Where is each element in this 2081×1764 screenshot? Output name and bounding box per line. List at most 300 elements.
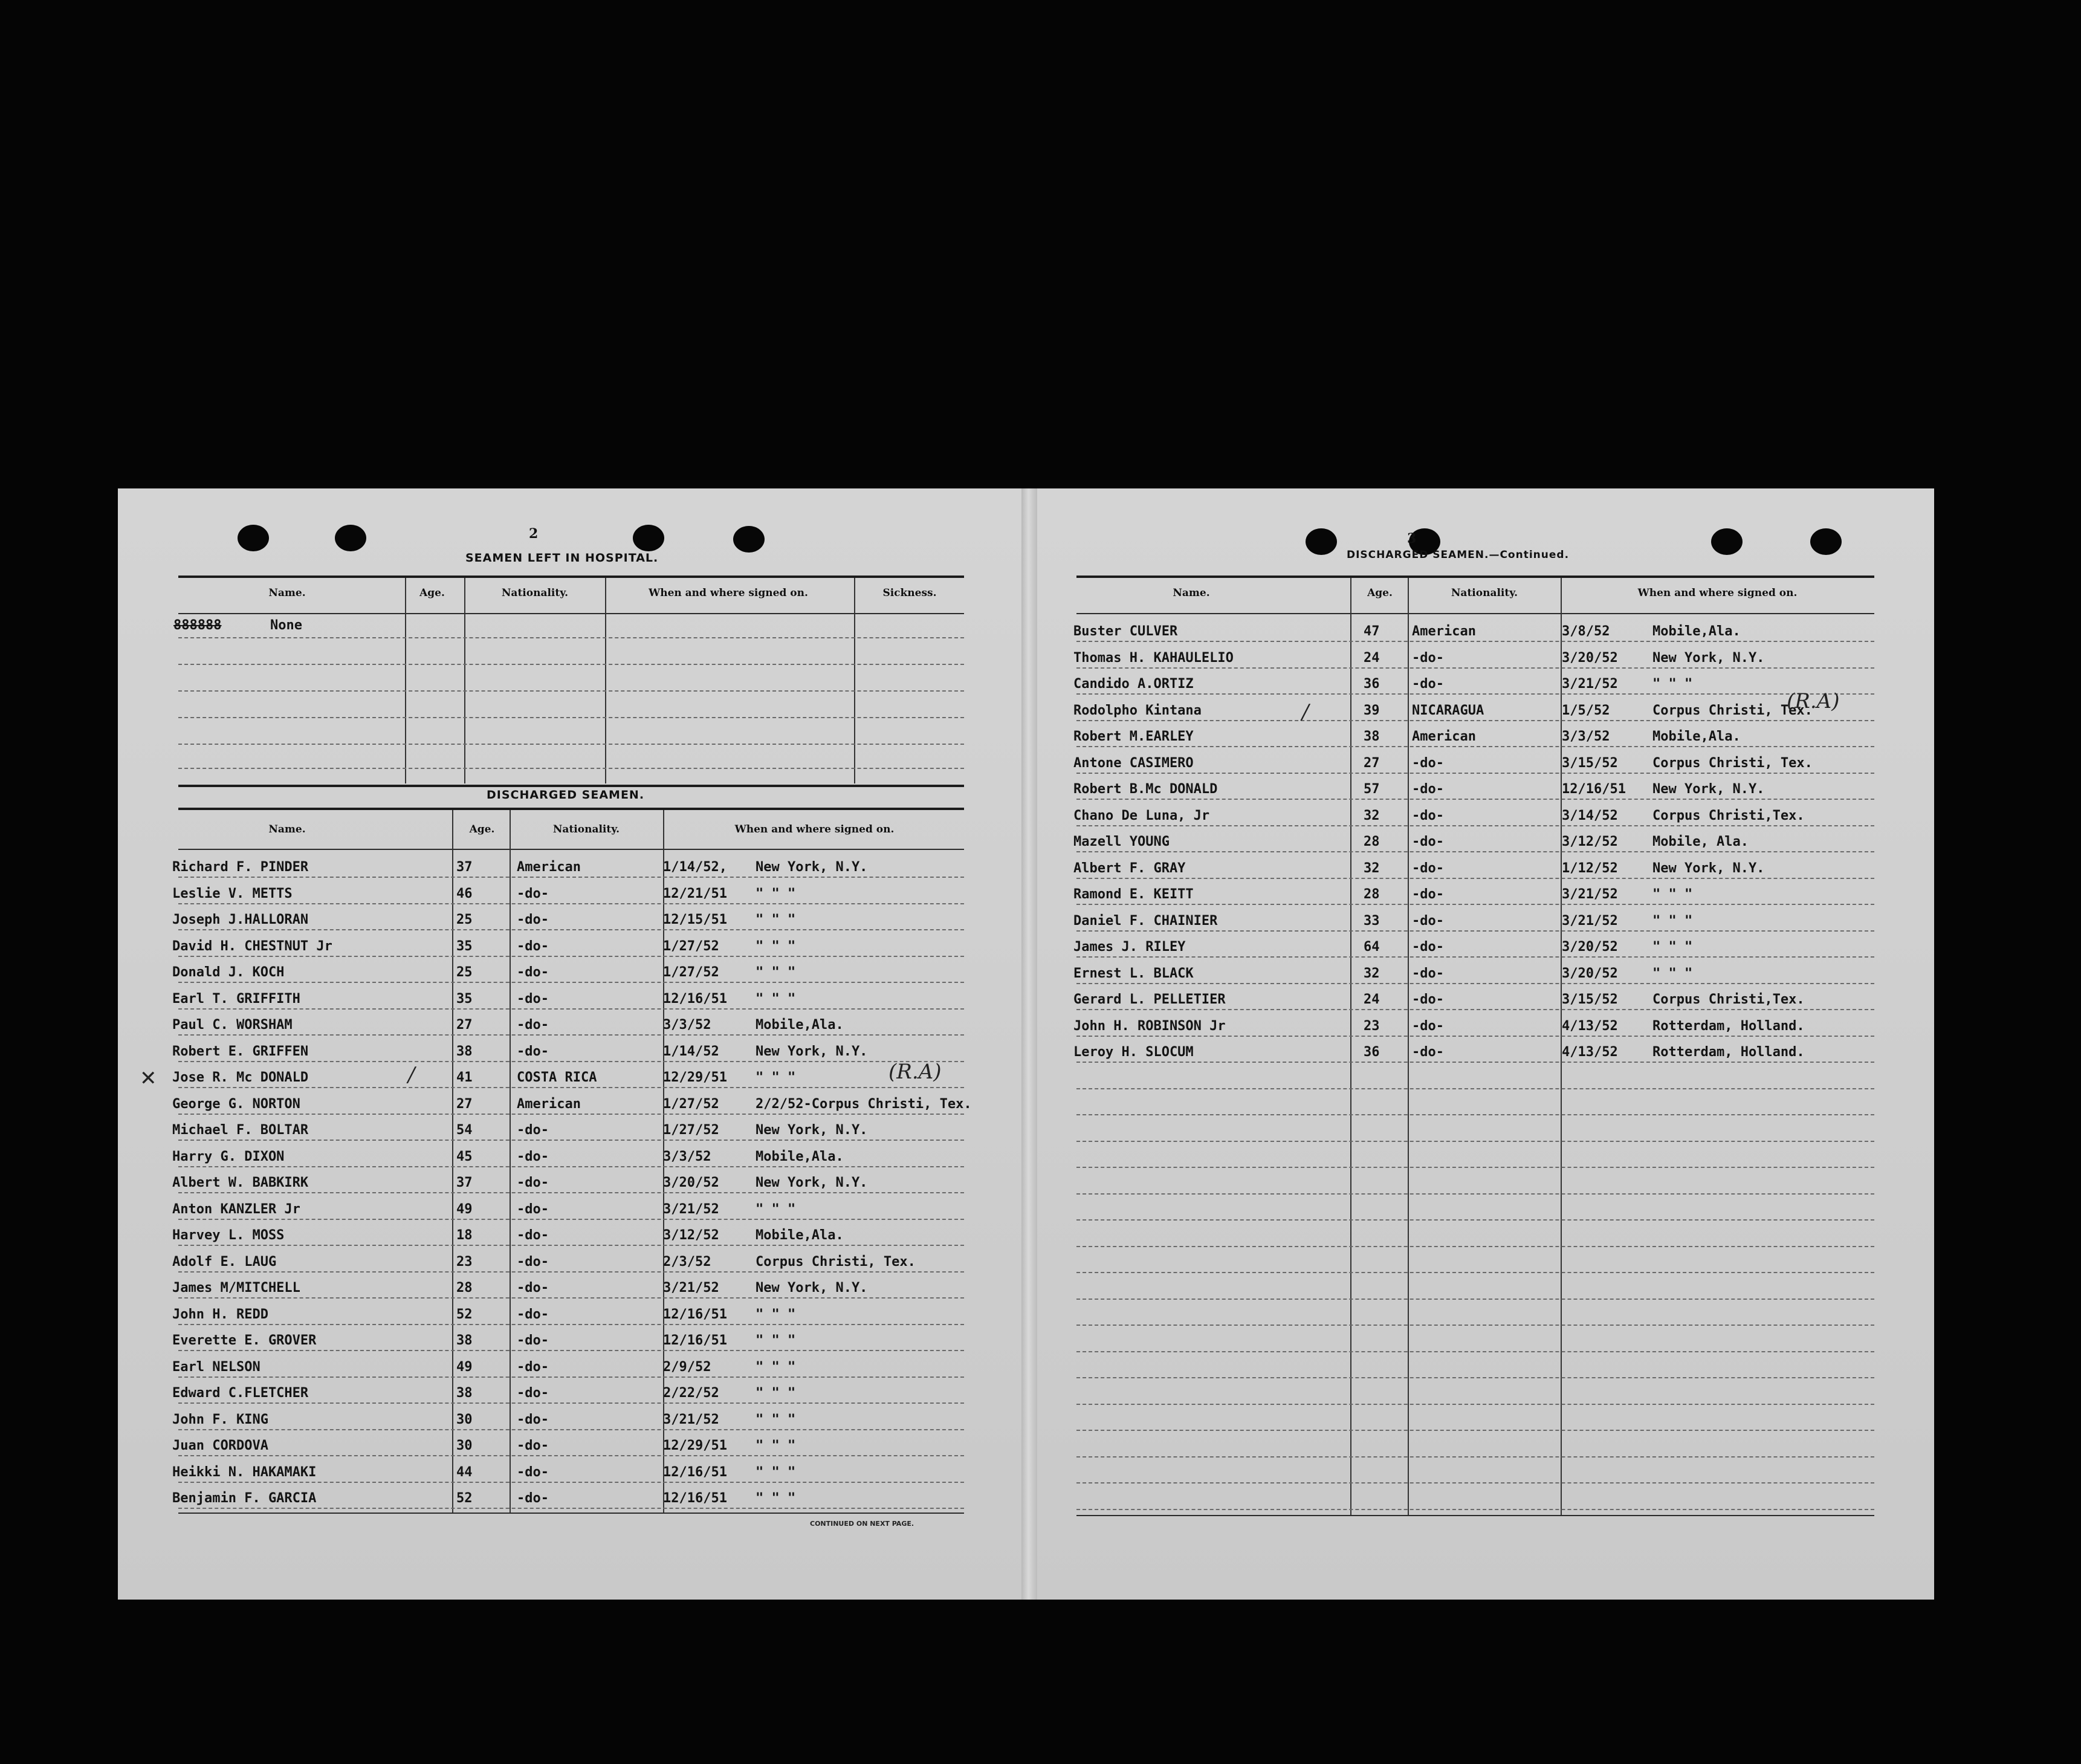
seaman-nationality: -do- (517, 1491, 549, 1506)
signed-date: 3/20/52 (663, 1175, 719, 1190)
seaman-age: 52 (456, 1491, 473, 1506)
seaman-nationality: American (1412, 624, 1476, 639)
seaman-name: Rodolpho Kintana (1073, 702, 1202, 718)
seaman-nationality: -do- (517, 1043, 549, 1059)
seaman-name: Antone CASIMERO (1073, 755, 1194, 771)
hospital-entry: None (270, 618, 302, 633)
signed-place: " " " (756, 965, 796, 980)
right-page (1037, 488, 1934, 1600)
seaman-nationality: -do- (1412, 887, 1444, 902)
signed-place: " " " (1652, 913, 1693, 929)
signed-place: " " " (756, 1491, 796, 1506)
seaman-nationality: -do- (1412, 676, 1444, 692)
seaman-nationality: NICARAGUA (1412, 702, 1484, 718)
seaman-age: 28 (1364, 887, 1380, 902)
signed-date: 3/3/52 (663, 1149, 711, 1164)
seaman-name: Thomas H. KAHAULELIO (1073, 650, 1234, 666)
signed-date: 1/14/52 (663, 1043, 719, 1059)
seaman-nationality: COSTA RICA (517, 1070, 597, 1085)
seaman-age: 25 (456, 912, 473, 927)
dashed-line (178, 1114, 964, 1115)
seaman-name: Robert E. GRIFFEN (172, 1043, 309, 1059)
dashed-line (1076, 1482, 1874, 1484)
left-page (118, 488, 1021, 1600)
seaman-nationality: -do- (517, 1359, 549, 1375)
signed-place: " " " (756, 1464, 796, 1480)
seaman-nationality: -do- (1412, 939, 1444, 955)
hospital-title: SEAMEN LEFT IN HOSPITAL. (465, 551, 659, 565)
dashed-line (1076, 1193, 1874, 1195)
dashed-line (1076, 930, 1874, 932)
seaman-age: 24 (1364, 650, 1380, 666)
signed-date: 3/21/52 (1562, 913, 1618, 929)
signed-place: Mobile,Ala. (756, 1228, 844, 1243)
seaman-age: 64 (1364, 939, 1380, 955)
rule (178, 849, 964, 850)
signed-date: 4/13/52 (1562, 1045, 1618, 1060)
dashed-line (178, 1402, 964, 1404)
seaman-age: 39 (1364, 702, 1380, 718)
signed-date: 3/3/52 (1562, 729, 1610, 744)
signed-date: 1/5/52 (1562, 702, 1610, 718)
hospital-col-signed: When and where signed on. (649, 587, 808, 599)
seaman-name: Harvey L. MOSS (172, 1228, 285, 1243)
column-line (510, 810, 511, 1513)
signed-date: 3/14/52 (1562, 808, 1618, 823)
seaman-nationality: -do- (517, 1333, 549, 1348)
dashed-line (178, 1034, 964, 1036)
dashed-line (1076, 956, 1874, 958)
signed-place: Mobile, Ala. (1652, 834, 1749, 849)
dashed-line (178, 1140, 964, 1141)
rule (178, 1513, 964, 1514)
seaman-nationality: -do- (517, 1017, 549, 1033)
signed-place: New York, N.Y. (1652, 650, 1765, 666)
seaman-age: 18 (456, 1228, 473, 1243)
signed-place: Corpus Christi, Tex. (1652, 702, 1813, 718)
seaman-name: George G. NORTON (172, 1096, 300, 1112)
dashed-line (1076, 1325, 1874, 1326)
seaman-name: John H. ROBINSON Jr (1073, 1018, 1226, 1034)
signed-place: New York, N.Y. (1652, 782, 1765, 797)
dashed-line (178, 1245, 964, 1246)
signed-date: 12/16/51 (663, 1491, 727, 1506)
seaman-name: Chano De Luna, Jr (1073, 808, 1210, 823)
column-line (605, 578, 606, 783)
seaman-nationality: American (1412, 729, 1476, 744)
page-number: 3 (1407, 531, 1417, 546)
signed-place: Mobile,Ala. (1652, 729, 1741, 744)
dashed-line (1076, 1509, 1874, 1510)
dashed-line (1076, 878, 1874, 879)
signed-place: Mobile,Ala. (756, 1149, 844, 1164)
dashed-line (1076, 1351, 1874, 1352)
page-fold (1021, 488, 1037, 1600)
seaman-name: Earl NELSON (172, 1359, 261, 1375)
handwritten-check-mark: / (1302, 700, 1309, 724)
rule (1076, 1515, 1874, 1516)
signed-place: Corpus Christi, Tex. (756, 1254, 916, 1269)
signed-place: " " " (1652, 676, 1693, 692)
rule (178, 808, 964, 810)
discharged-title: DISCHARGED SEAMEN. (487, 788, 645, 802)
column-line (854, 578, 855, 783)
seaman-age: 57 (1364, 782, 1380, 797)
signed-place: New York, N.Y. (756, 860, 868, 875)
dashed-line (1076, 1036, 1874, 1037)
seaman-age: 49 (456, 1201, 473, 1217)
seaman-age: 27 (1364, 755, 1380, 771)
signed-date: 12/16/51 (663, 991, 727, 1007)
seaman-nationality: -do- (1412, 913, 1444, 929)
signed-place: New York, N.Y. (756, 1043, 868, 1059)
signed-place: " " " (756, 912, 796, 927)
seaman-nationality: -do- (1412, 860, 1444, 876)
signed-date: 3/20/52 (1562, 965, 1618, 981)
signed-place: " " " (756, 1412, 796, 1427)
column-line (1350, 578, 1351, 1515)
handwritten-x-mark: ✕ (140, 1066, 157, 1091)
seaman-nationality: -do- (1412, 965, 1444, 981)
signed-date: 3/21/52 (663, 1412, 719, 1427)
col-nationality: Nationality. (1451, 587, 1518, 599)
seaman-age: 30 (456, 1438, 473, 1453)
seaman-name: Albert W. BABKIRK (172, 1175, 309, 1190)
column-line (464, 578, 465, 783)
dashed-line (1076, 1246, 1874, 1247)
signed-place: Corpus Christi, Tex. (1652, 755, 1813, 771)
signed-date: 3/3/52 (663, 1017, 711, 1033)
seaman-age: 35 (456, 938, 473, 954)
col-age: Age. (1367, 587, 1393, 599)
signed-date: 3/12/52 (663, 1228, 719, 1243)
hospital-col-age: Age. (419, 587, 445, 599)
dashed-line (1076, 1456, 1874, 1458)
signed-date: 1/12/52 (1562, 860, 1618, 876)
seaman-nationality: -do- (517, 1412, 549, 1427)
dashed-line (1076, 667, 1874, 669)
seaman-nationality: -do- (517, 1123, 549, 1138)
seaman-nationality: -do- (517, 1386, 549, 1401)
seaman-nationality: -do- (517, 886, 549, 901)
seaman-age: 27 (456, 1017, 473, 1033)
rule (1076, 576, 1874, 578)
dashed-line (1076, 720, 1874, 721)
dashed-line (1076, 1062, 1874, 1063)
column-line (405, 578, 406, 783)
seaman-age: 46 (456, 886, 473, 901)
signed-date: 12/16/51 (1562, 782, 1626, 797)
seaman-name: Robert M.EARLEY (1073, 729, 1194, 744)
dashed-line (178, 664, 964, 665)
seaman-nationality: -do- (517, 991, 549, 1007)
signed-date: 3/20/52 (1562, 650, 1618, 666)
dashed-line (1076, 825, 1874, 826)
seaman-age: 37 (456, 1175, 473, 1190)
signed-place: " " " (756, 886, 796, 901)
signed-date: 2/22/52 (663, 1386, 719, 1401)
seaman-age: 52 (456, 1306, 473, 1322)
signed-date: 3/12/52 (1562, 834, 1618, 849)
seaman-nationality: -do- (517, 938, 549, 954)
dashed-line (1076, 1141, 1874, 1142)
seaman-age: 54 (456, 1123, 473, 1138)
signed-place: Mobile,Ala. (756, 1017, 844, 1033)
dashed-line (1076, 1167, 1874, 1168)
seaman-nationality: -do- (517, 965, 549, 980)
dashed-line (1076, 641, 1874, 642)
signed-date: 12/29/51 (663, 1070, 727, 1085)
seaman-name: Leroy H. SLOCUM (1073, 1045, 1194, 1060)
signed-place: 2/2/52-Corpus Christi, Tex. (756, 1096, 972, 1112)
dashed-line (1076, 1114, 1874, 1115)
dashed-line (1076, 851, 1874, 852)
seaman-name: Anton KANZLER Jr (172, 1201, 300, 1217)
signed-date: 1/27/52 (663, 938, 719, 954)
dashed-line (178, 929, 964, 930)
dashed-line (1076, 1430, 1874, 1431)
seaman-name: Candido A.ORTIZ (1073, 676, 1194, 692)
dashed-line (178, 1297, 964, 1299)
seaman-name: Leslie V. METTS (172, 886, 293, 901)
seaman-nationality: American (517, 860, 581, 875)
dashed-line (1076, 1404, 1874, 1405)
signed-place: " " " (1652, 887, 1693, 902)
dashed-line (1076, 983, 1874, 984)
signed-date: 4/13/52 (1562, 1018, 1618, 1034)
seaman-name: Gerard L. PELLETIER (1073, 992, 1226, 1007)
seaman-nationality: -do- (517, 1254, 549, 1269)
dashed-line (178, 903, 964, 904)
signed-date: 3/21/52 (663, 1201, 719, 1217)
signed-place: Corpus Christi,Tex. (1652, 992, 1805, 1007)
dashed-line (178, 956, 964, 957)
seaman-age: 24 (1364, 992, 1380, 1007)
dashed-line (178, 1429, 964, 1430)
signed-date: 3/20/52 (1562, 939, 1618, 955)
signed-place: New York, N.Y. (756, 1175, 868, 1190)
signed-date: 12/16/51 (663, 1306, 727, 1322)
signed-place: " " " (1652, 965, 1693, 981)
seaman-age: 23 (456, 1254, 473, 1269)
seaman-name: Ernest L. BLACK (1073, 965, 1194, 981)
seaman-nationality: -do- (1412, 650, 1444, 666)
rule (178, 576, 964, 578)
seaman-age: 28 (456, 1280, 473, 1295)
signed-place: " " " (756, 1306, 796, 1322)
seaman-age: 38 (456, 1333, 473, 1348)
dashed-line (1076, 746, 1874, 747)
seaman-age: 33 (1364, 913, 1380, 929)
seaman-age: 27 (456, 1096, 473, 1112)
seaman-age: 49 (456, 1359, 473, 1375)
col-age: Age. (469, 823, 495, 835)
signed-place: " " " (756, 1201, 796, 1217)
seaman-name: James M/MITCHELL (172, 1280, 300, 1295)
dashed-line (178, 1324, 964, 1325)
signed-date: 12/15/51 (663, 912, 727, 927)
dashed-line (1076, 1299, 1874, 1300)
seaman-age: 38 (1364, 729, 1380, 744)
signed-date: 1/14/52, (663, 860, 727, 875)
dashed-line (178, 1166, 964, 1167)
seaman-name: James J. RILEY (1073, 939, 1186, 955)
dashed-line (1076, 1009, 1874, 1010)
dashed-line (178, 1271, 964, 1273)
seaman-name: Joseph J.HALLORAN (172, 912, 309, 927)
seaman-name: Everette E. GROVER (172, 1333, 317, 1348)
seaman-nationality: -do- (1412, 834, 1444, 849)
signed-date: 12/16/51 (663, 1333, 727, 1348)
seaman-name: Daniel F. CHAINIER (1073, 913, 1218, 929)
dashed-line (1076, 693, 1874, 695)
page-number: 2 (529, 526, 539, 542)
seaman-age: 41 (456, 1070, 473, 1085)
seaman-name: Robert B.Mc DONALD (1073, 782, 1218, 797)
seaman-name: Donald J. KOCH (172, 965, 285, 980)
signed-place: " " " (756, 1359, 796, 1375)
handwritten-check-mark: / (408, 1063, 415, 1087)
signed-place: " " " (756, 991, 796, 1007)
seaman-name: Michael F. BOLTAR (172, 1123, 309, 1138)
seaman-nationality: -do- (1412, 755, 1444, 771)
signed-date: 12/16/51 (663, 1464, 727, 1480)
seaman-name: Albert F. GRAY (1073, 860, 1186, 876)
seaman-nationality: -do- (517, 1201, 549, 1217)
signed-place: " " " (1652, 939, 1693, 955)
seaman-name: Edward C.FLETCHER (172, 1386, 309, 1401)
seaman-nationality: -do- (1412, 782, 1444, 797)
signed-place: " " " (756, 1386, 796, 1401)
seaman-nationality: -do- (517, 1149, 549, 1164)
dashed-line (178, 1008, 964, 1010)
dashed-line (178, 1455, 964, 1456)
dashed-line (1076, 1272, 1874, 1273)
seaman-nationality: -do- (1412, 1018, 1444, 1034)
dashed-line (178, 982, 964, 983)
col-nationality: Nationality. (552, 823, 620, 835)
seaman-nationality: -do- (1412, 1045, 1444, 1060)
col-name: Name. (1173, 587, 1210, 599)
dashed-line (1076, 904, 1874, 905)
column-line (452, 810, 453, 1513)
seaman-age: 28 (1364, 834, 1380, 849)
seaman-nationality: -do- (517, 1280, 549, 1295)
dashed-line (178, 1508, 964, 1509)
signed-date: 3/15/52 (1562, 755, 1618, 771)
seaman-nationality: -do- (517, 1306, 549, 1322)
signed-date: 1/27/52 (663, 965, 719, 980)
dashed-line (178, 1192, 964, 1193)
seaman-age: 36 (1364, 676, 1380, 692)
signed-date: 1/27/52 (663, 1123, 719, 1138)
signed-date: 3/15/52 (1562, 992, 1618, 1007)
hospital-col-sickness: Sickness. (882, 587, 937, 599)
signed-place: " " " (756, 1070, 796, 1085)
col-name: Name. (268, 823, 306, 835)
hospital-col-name: Name. (268, 587, 306, 599)
signed-date: 2/3/52 (663, 1254, 711, 1269)
signed-date: 3/8/52 (1562, 624, 1610, 639)
signed-place: " " " (756, 938, 796, 954)
seaman-age: 23 (1364, 1018, 1380, 1034)
col-signed: When and where signed on. (1637, 587, 1798, 599)
dashed-line (178, 768, 964, 769)
seaman-name: Paul C. WORSHAM (172, 1017, 293, 1033)
seaman-name: Benjamin F. GARCIA (172, 1491, 317, 1506)
rule (178, 613, 964, 614)
seaman-age: 45 (456, 1149, 473, 1164)
signed-place: " " " (756, 1438, 796, 1453)
dashed-line (1076, 773, 1874, 774)
rule (1076, 613, 1874, 614)
signed-place: Corpus Christi,Tex. (1652, 808, 1805, 823)
dashed-line (178, 1219, 964, 1220)
seaman-name: Earl T. GRIFFITH (172, 991, 300, 1007)
manifest-sheet (118, 488, 1934, 1600)
signed-date: 12/29/51 (663, 1438, 727, 1453)
seaman-nationality: -do- (1412, 992, 1444, 1007)
signed-date: 12/21/51 (663, 886, 727, 901)
dashed-line (178, 744, 964, 745)
seaman-name: John H. REDD (172, 1306, 268, 1322)
signed-place: " " " (756, 1333, 796, 1348)
signed-place: New York, N.Y. (756, 1123, 868, 1138)
dashed-line (178, 1482, 964, 1483)
seaman-age: 38 (456, 1386, 473, 1401)
dashed-line (178, 1087, 964, 1088)
seaman-nationality: American (517, 1096, 581, 1112)
hospital-col-nationality: Nationality. (501, 587, 569, 599)
dashed-line (1076, 1377, 1874, 1378)
seaman-age: 32 (1364, 965, 1380, 981)
signed-place: Rotterdam, Holland. (1652, 1045, 1805, 1060)
seaman-nationality: -do- (517, 1464, 549, 1480)
seaman-age: 32 (1364, 860, 1380, 876)
seaman-nationality: -do- (1412, 808, 1444, 823)
seaman-age: 35 (456, 991, 473, 1007)
seaman-nationality: -do- (517, 1438, 549, 1453)
hospital-struck-text: 888888 (173, 618, 222, 633)
rule (178, 785, 964, 787)
dashed-line (178, 637, 964, 638)
seaman-name: Juan CORDOVA (172, 1438, 268, 1453)
dashed-line (178, 690, 964, 692)
seaman-name: Harry G. DIXON (172, 1149, 285, 1164)
signed-place: New York, N.Y. (1652, 860, 1765, 876)
signed-date: 3/21/52 (663, 1280, 719, 1295)
seaman-nationality: -do- (517, 1228, 549, 1243)
seaman-name: Jose R. Mc DONALD (172, 1070, 309, 1085)
signed-place: New York, N.Y. (756, 1280, 868, 1295)
seaman-age: 32 (1364, 808, 1380, 823)
dashed-line (178, 877, 964, 878)
signed-date: 3/21/52 (1562, 676, 1618, 692)
seaman-nationality: -do- (517, 1175, 549, 1190)
seaman-age: 38 (456, 1043, 473, 1059)
seaman-nationality: -do- (517, 912, 549, 927)
signed-date: 3/21/52 (1562, 887, 1618, 902)
continued-title: DISCHARGED SEAMEN.—Continued. (1347, 549, 1570, 561)
seaman-age: 30 (456, 1412, 473, 1427)
seaman-name: Richard F. PINDER (172, 860, 309, 875)
signed-date: 1/27/52 (663, 1096, 719, 1112)
dashed-line (1076, 799, 1874, 800)
seaman-name: David H. CHESTNUT Jr (172, 938, 332, 954)
signed-date: 2/9/52 (663, 1359, 711, 1375)
seaman-age: 44 (456, 1464, 473, 1480)
dashed-line (1076, 1219, 1874, 1221)
